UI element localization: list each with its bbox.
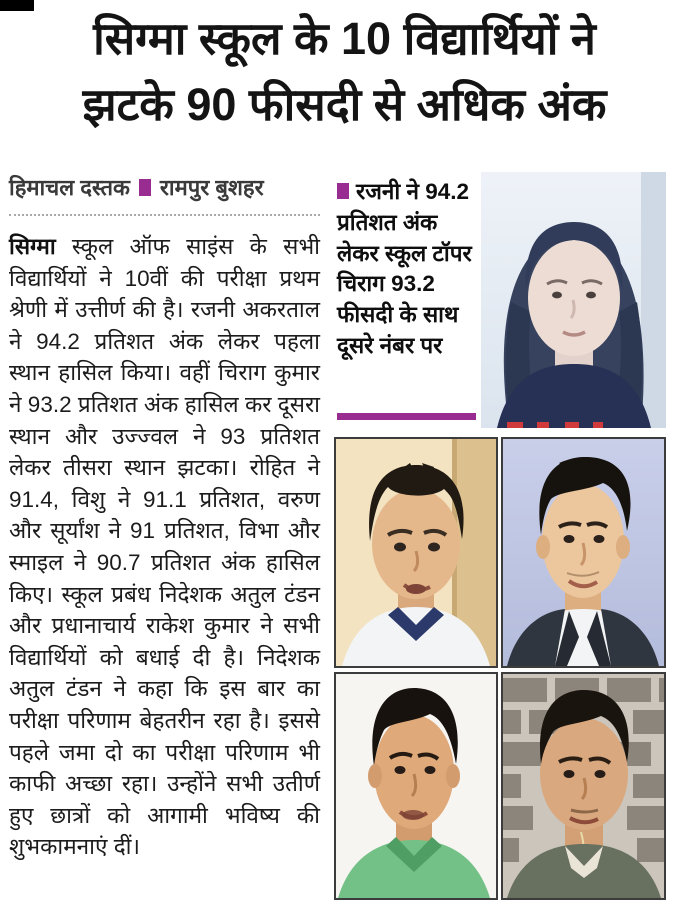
boy-3-portrait-graphic: [336, 674, 496, 898]
boy-4-portrait-graphic: [503, 674, 664, 898]
article-lead-word: सिग्मा: [9, 234, 56, 259]
byline: [9, 172, 320, 216]
headline-line-1: सिग्मा स्कूल के 10 विद्यार्थियों ने: [93, 13, 596, 64]
girl-portrait-graphic: [481, 172, 666, 428]
article-body-text: स्कूल ऑफ साइंस के सभी विद्यार्थियों ने 10वीं की परीक्षा प्रथम श्रेणी में उत्तीर्ण की है। रजनी अकरताल ने 94.2 प्रतिशत अंक लेकर पहला स्थान हासिल किया। वहीं चिराग कुमार ने 93.2 प्रतिशत अंक हासिल कर दूसरा स्थान और उज्ज्वल ने 93 प्रतिशत लेकर तीसरा स्थान झटका। रोहित ने 91.4, विशु ने 91.1 प्रतिशत, वरुण और सूर्यांश ने 91 प्रतिशत, विभा और स्माइल ने 90.7 प्रतिशत अंक हासिल किए। स्कूल प्रबंध निदेशक अतुल टंडन और प्रधानाचार्य राकेश कुमार ने सभी विद्यार्थियों को बधाई दी है। निदेशक अतुल टंडन ने कहा कि इस बार का परीक्षा परिणाम बेहतरीन रहा है। इससे पहले जमा दो का परीक्षा परिणाम भी काफी अच्छा रहा। उन्होंने सभी उतीर्ण हुए छात्रों को आगामी भविष्य की शुभकामनाएं दीं।: [9, 234, 320, 860]
photo-caption-block: [337, 177, 478, 362]
photo-girl-topper: [481, 172, 666, 428]
photo-student-3: [334, 672, 498, 900]
caption-bullet-square: [337, 183, 349, 199]
article-body: [9, 231, 320, 863]
byline-location: रामपुर बुशहर: [159, 175, 264, 200]
caption-underline-rule: [337, 413, 476, 420]
article-headline: [0, 6, 689, 138]
boy-2-portrait-graphic: [503, 439, 664, 666]
photo-student-2: [501, 437, 666, 668]
byline-source: हिमाचल दस्तक: [9, 175, 130, 200]
article-text-column: [9, 172, 320, 863]
photo-caption-text: [337, 177, 478, 362]
photo-student-4: [501, 672, 666, 900]
byline-separator-square: [139, 179, 151, 196]
photo-student-1: [334, 437, 498, 668]
photo-caption: रजनी ने 94.2 प्रतिशत अंक लेकर स्कूल टॉपर चिराग 93.2 फीसदी के साथ दूसरे नंबर पर: [337, 179, 472, 358]
headline-line-2: झटके 90 फीसदी से अधिक अंक: [82, 79, 607, 130]
boy-1-portrait-graphic: [336, 439, 496, 666]
